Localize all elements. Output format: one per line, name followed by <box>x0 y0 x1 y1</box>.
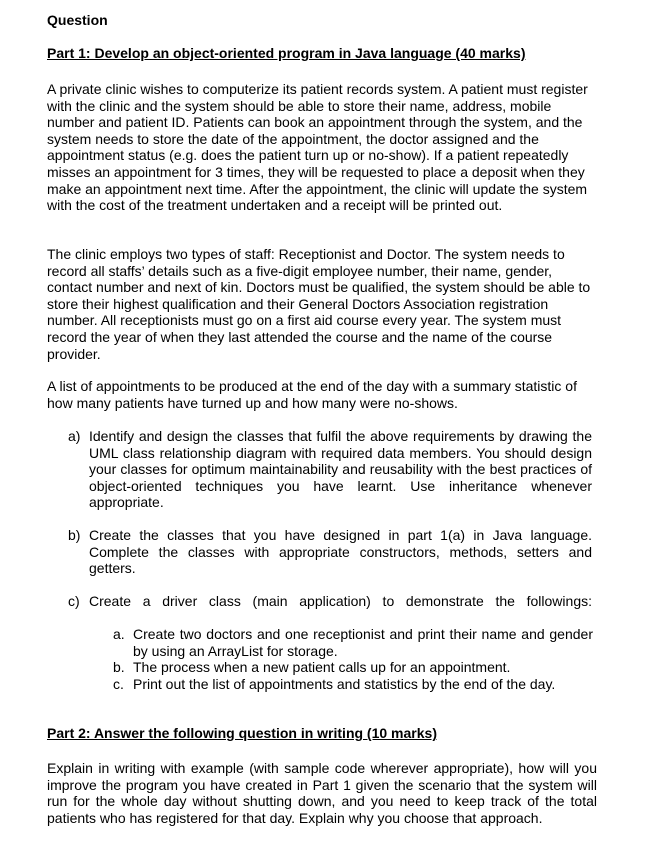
part1-heading: Part 1: Develop an object-oriented program in Java language (40 marks) <box>47 45 526 61</box>
task-b-marker: b) <box>68 527 81 543</box>
task-b-text: Create the classes that you have designed in part 1(a) in Java language. Complete the classes with appropriate constructors, methods, setters and getters. <box>89 527 592 577</box>
part2-heading: Part 2: Answer the following question in writing (10 marks) <box>47 725 437 741</box>
subtask-b <box>113 659 593 676</box>
task-a-marker: a) <box>68 428 81 444</box>
task-a <box>68 428 592 511</box>
subtask-a-text: Create two doctors and one receptionist and print their name and gender by using an ArrayList for storage. <box>133 626 593 659</box>
subtask-a-marker: a. <box>113 626 125 642</box>
question-label: Question <box>47 12 108 28</box>
part1-paragraph-3: A list of appointments to be produced at the end of the day with a summary statistic of how many patients have turned up and how many were no-shows. <box>47 378 577 411</box>
task-b <box>68 527 592 577</box>
subtask-c <box>113 676 593 693</box>
subtask-c-text: Print out the list of appointments and statistics by the end of the day. <box>133 676 556 692</box>
part1-paragraph-1: A private clinic wishes to computerize its patient records system. A patient must register with the clinic and the system should be able to store their name, address, mobile number and patient ID. Patients can book an appointment through the system, and the system needs to store the date of the appointment, the doctor assigned and the appointment status (e.g. does the patient turn up or no-show). If a patient repeatedly misses an appointment for 3 times, they will be requested to place a deposit when they make an appointment next time. After the appointment, the clinic will update the system with the cost of the treatment undertaken and a receipt will be printed out. <box>47 81 588 214</box>
subtask-c-marker: c. <box>113 676 124 692</box>
task-c-text: Create a driver class (main application) to demonstrate the followings: <box>89 593 592 609</box>
task-c <box>68 593 592 610</box>
part1-paragraph-2: The clinic employs two types of staff: Receptionist and Doctor. The system needs to record all staffs’ details such as a five-digit employee number, their name, gender, contact number and next of kin. Doctors must be qualified, the system should be able to store their highest qualification and their General Doctors Association registration number. All receptionists must go on a first aid course every year. The system must record the year of when they last attended the course and the name of the course provider. <box>47 246 591 362</box>
task-a-text: Identify and design the classes that fulfil the above requirements by drawing the UML class relationship diagram with required data members. You should design your classes for optimum maintainability and reusability with the best practices of object-oriented techniques you have learnt. Use inheritance whenever appropriate. <box>89 428 592 511</box>
subtask-a <box>113 626 593 659</box>
part2-paragraph: Explain in writing with example (with sample code wherever appropriate), how will you improve the program you have created in Part 1 given the scenario that the system will run for the whole day without shutting down, and you need to keep track of the total patients who has registered for that day. Explain why you choose that approach. <box>47 760 597 826</box>
subtask-b-marker: b. <box>113 659 125 675</box>
task-c-marker: c) <box>68 593 80 609</box>
subtask-b-text: The process when a new patient calls up for an appointment. <box>133 659 511 675</box>
